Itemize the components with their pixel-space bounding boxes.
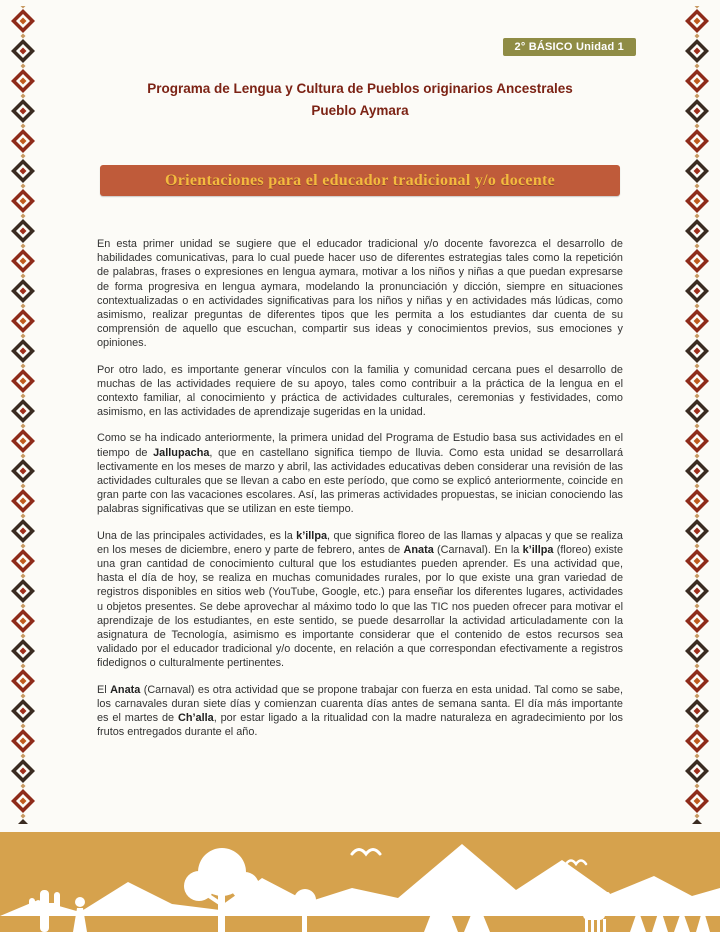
paragraph: Por otro lado, es importante generar vínculos con la familia y comunidad cercana pues el desarrollo de muchas de las actividades requiere de su apoyo, tales como contribuir a la práctica de la lengua en el contexto familiar, al conocimiento y práctica de actividades culturales, ceremonias y festividades, como asimismo, en las actividades de aprendizaje sugeridas en la unidad. [97, 363, 623, 419]
footer-illustration [0, 832, 720, 932]
title-line-2: Pueblo Aymara [311, 103, 409, 118]
paragraph: El Anata (Carnaval) es otra actividad que se propone trabajar con fuerza en esta unidad. Tal como se sabe, los carnavales duran siete días y comienzan cuarenta días antes de semana santa. El día más importante es el martes de Ch’alla, por estar ligado a la ritualidad con la madre naturaleza en agradecimiento por los frutos entregados durante el año. [97, 683, 624, 739]
left-decorative-border [8, 6, 38, 824]
title-line-1: Programa de Lengua y Cultura de Pueblos originarios Ancestrales [147, 81, 573, 96]
paragraph: Una de las principales actividades, es la k’illpa, que significa floreo de las llamas y alpacas y que se realiza en los meses de diciembre, enero y parte de febrero, antes de Anata (Carnaval). En la k’illpa (floreo) existe una gran cantidad de conocimiento cultural que los estudiantes pueden aprender. Es una actividad que, hasta el día de hoy, se realiza en muchas comunidades rurales, por lo que existe una gran variedad de registros disponibles en sitios web (YouTube, Google, etc.) para enseñar los diferentes lugares, actividades u objetos presentes. Se debe aprovechar al máximo todo lo que las TIC nos pueden ofrecer para motivar el aprendizaje de los estudiantes, en este sentido, se puede desarrollar la actividad articuladamente con la asignatura de Tecnología, asimismo es importante considerar que el contenido de estos recursos sea validado por el educador tradicional y/o docente, en relación a que correspondan efectivamente a registros fidedignos o culturalmente pertinentes. [97, 529, 624, 670]
section-banner-title: Orientaciones para el educador tradicional y/o docente [164, 171, 556, 189]
section-banner [100, 165, 620, 196]
footer-band [0, 832, 720, 932]
unit-badge: 2° BÁSICO Unidad 1 [503, 38, 636, 56]
document-title [60, 78, 660, 122]
right-decorative-border [682, 6, 712, 824]
body-text [97, 237, 623, 752]
paragraph: Como se ha indicado anteriormente, la primera unidad del Programa de Estudio basa sus actividades en el tiempo de Jallupacha, que en castellano significa tiempo de lluvia. Como esta unidad se desarrollará lectivamente en los meses de marzo y abril, las actividades educativas deben considerar una revisión de las actividades culturales que se llevan a cabo en este período, que como se explicó anteriormente, coincide en gran parte con las vacaciones escolares. Así, las primeras actividades propuestas, se inician conociendo las palabras significativas que se utilizan en este tiempo. [97, 432, 623, 516]
paragraph: En esta primer unidad se sugiere que el educador tradicional y/o docente favorezca el desarrollo de habilidades comunicativas, para lo cual puede hacer uso de diferentes estrategias tales como la repetición de palabras, frases o expresiones en lengua aymara, motivar a los niños y niñas a que puedan expresarse de forma progresiva en lengua aymara, modelando la pronunciación y dicción, siempre en situaciones contextualizadas o en actividades significativas para los niños y niñas y en actividades más lúdicas, como asimismo, realizar preguntas de diferentes tipos que les permita a los estudiantes dar cuenta de su comprensión de aquello que escuchan, compartir sus ideas y conocimientos previos, sus emociones y opiniones. [97, 238, 623, 350]
